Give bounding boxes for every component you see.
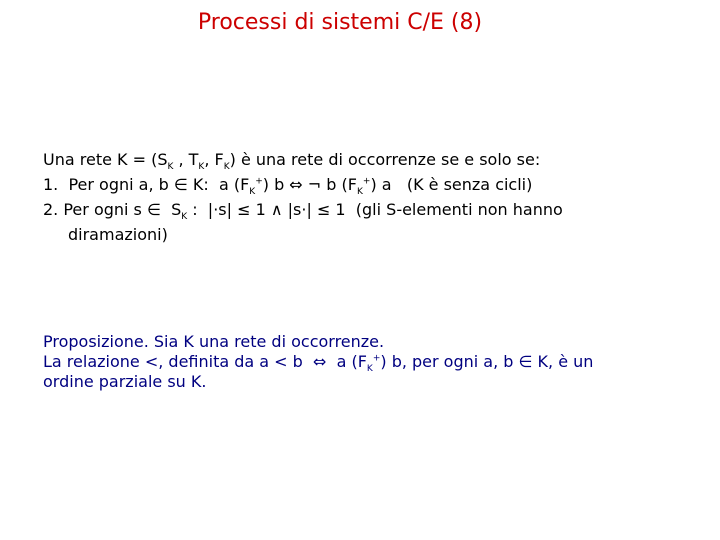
proposition-line-1: Proposizione. Sia K una rete di occorrenze. [43,332,385,351]
definition-block [43,147,703,247]
proposition-line-2: La relazione <, definita da a < b ⇔ a $(F_K^+)$ b, per ogni a, b ∈ K, è un [43,352,594,375]
definition-item-2: 2. Per ogni s ∈ $S_K$ : |·s| ≤ 1 ∧ |s·| ≤ 1 (gli S-elementi non hanno [43,200,563,223]
proposition-line-3: ordine parziale su K. [43,372,207,391]
proposition-block [43,332,703,392]
definition-head: Una rete $K = (S_K$ , $T_K$, $F_K$) è una rete di occorrenze se e solo se: [43,150,541,173]
definition-item-2-continuation: diramazioni) [68,225,168,244]
definition-item-1: 1. Per ogni a, b ∈ K: a $(F_K^+)$ b ⇔ ¬ b $(F_K^+)$ a (K è senza cicli) [43,175,533,198]
slide-title: Processi di sistemi C/E (8) [197,10,483,35]
